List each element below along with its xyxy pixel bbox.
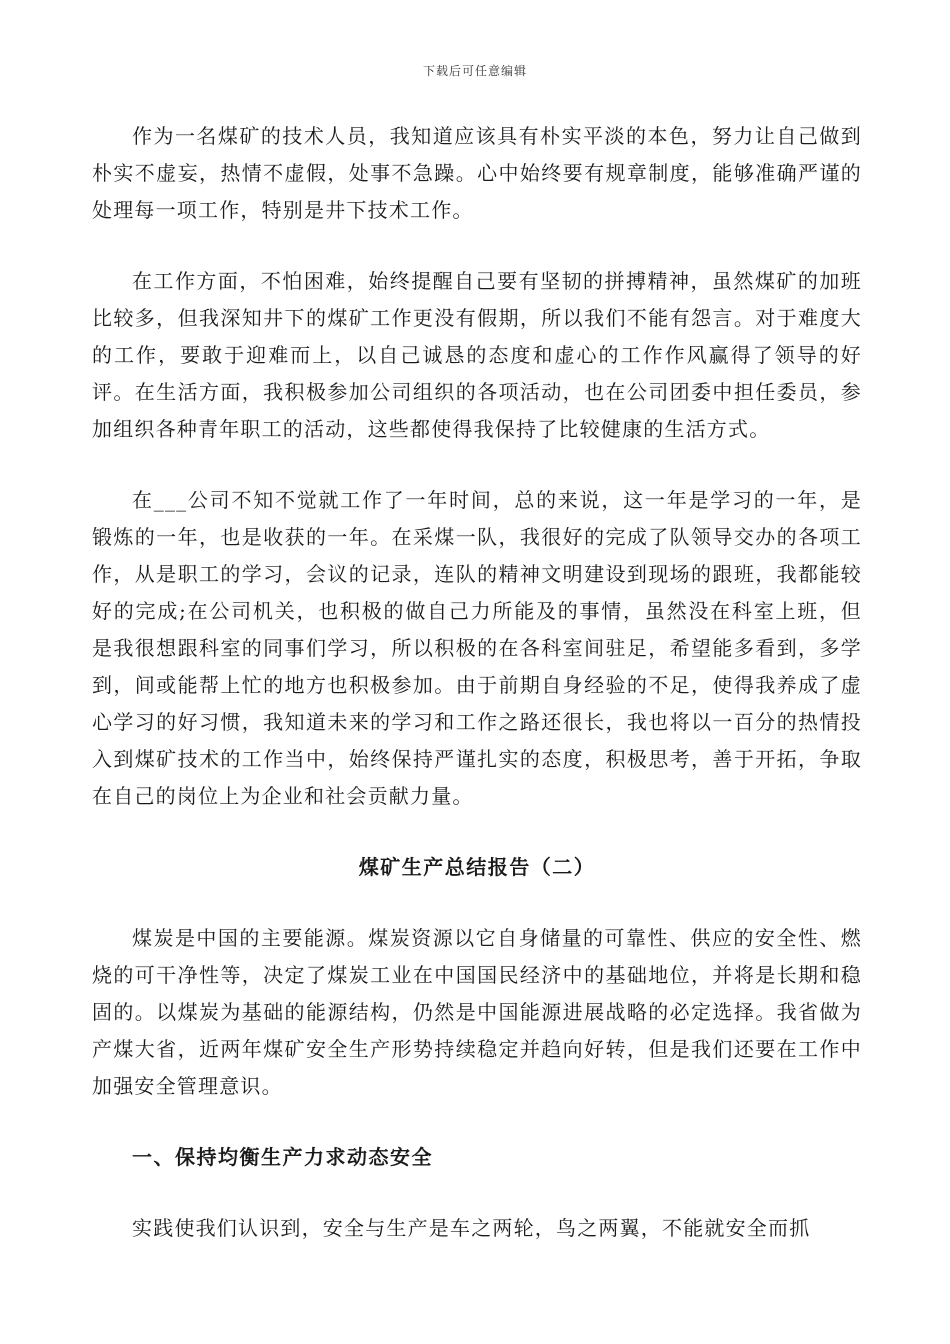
paragraph-technician-character: 作为一名煤矿的技术人员，我知道应该具有朴实平淡的本色，努力让自己做到朴实不虚妄，热情不虚假，处事不急躁。心中始终要有规章制度，能够准确严谨的处理每一项工作，特别是井下技术工作。 bbox=[92, 124, 862, 222]
paragraph-work-and-life: 在工作方面，不怕困难，始终提醒自己要有坚韧的拼搏精神，虽然煤矿的加班比较多，但我深知井下的煤矿工作更没有假期，所以我们不能有怨言。对于难度大的工作，要敢于迎难而上，以自己诚恳的态度和虚心的工作作风赢得了领导的好评。在生活方面，我积极参加公司组织的各项活动，也在公司团委中担任委员，参加组织各种青年职工的活动，这些都使得我保持了比较健康的生活方式。 bbox=[92, 269, 862, 441]
document-body bbox=[92, 118, 862, 1247]
paragraph-safety-and-production: 实践使我们认识到，安全与生产是车之两轮，鸟之两翼，不能就安全而抓 bbox=[132, 1216, 811, 1240]
subheading-balanced-production: 一、保持均衡生产力求动态安全 bbox=[132, 1145, 433, 1169]
download-note: 下载后可任意编辑 bbox=[422, 64, 527, 78]
paragraph-year-summary: 在___公司不知不觉就工作了一年时间，总的来说，这一年是学习的一年，是锻炼的一年，也是收获的一年。在采煤一队，我很好的完成了队领导交办的各项工作，从是职工的学习，会议的记录，连队的精神文明建设到现场的跟班，我都能较好的完成;在公司机关，也积极的做自己力所能及的事情，虽然没在科室上班，但是我很想跟科室的同事们学习，所以积极的在各科室间驻足，希望能多看到，多学到，间或能帮上忙的地方也积极参加。由于前期自身经验的不足，使得我养成了虚心学习的好习惯，我知道未来的学习和工作之路还很长，我也将以一百分的热情投入到煤矿技术的工作当中，始终保持严谨扎实的态度，积极思考，善于开拓，争取在自己的岗位上为企业和社会贡献力量。 bbox=[92, 488, 862, 808]
paragraph-coal-energy-intro: 煤炭是中国的主要能源。煤炭资源以它自身储量的可靠性、供应的安全性、燃烧的可干净性等，决定了煤炭工业在中国国民经济中的基础地位，并将是长期和稳固的。以煤炭为基础的能源结构，仍然是中国能源进展战略的必定选择。我省做为产煤大省，近两年煤矿安全生产形势持续稳定并趋向好转，但是我们还要在工作中加强安全管理意识。 bbox=[92, 926, 862, 1098]
section-title: 煤矿生产总结报告（二） bbox=[358, 855, 596, 879]
